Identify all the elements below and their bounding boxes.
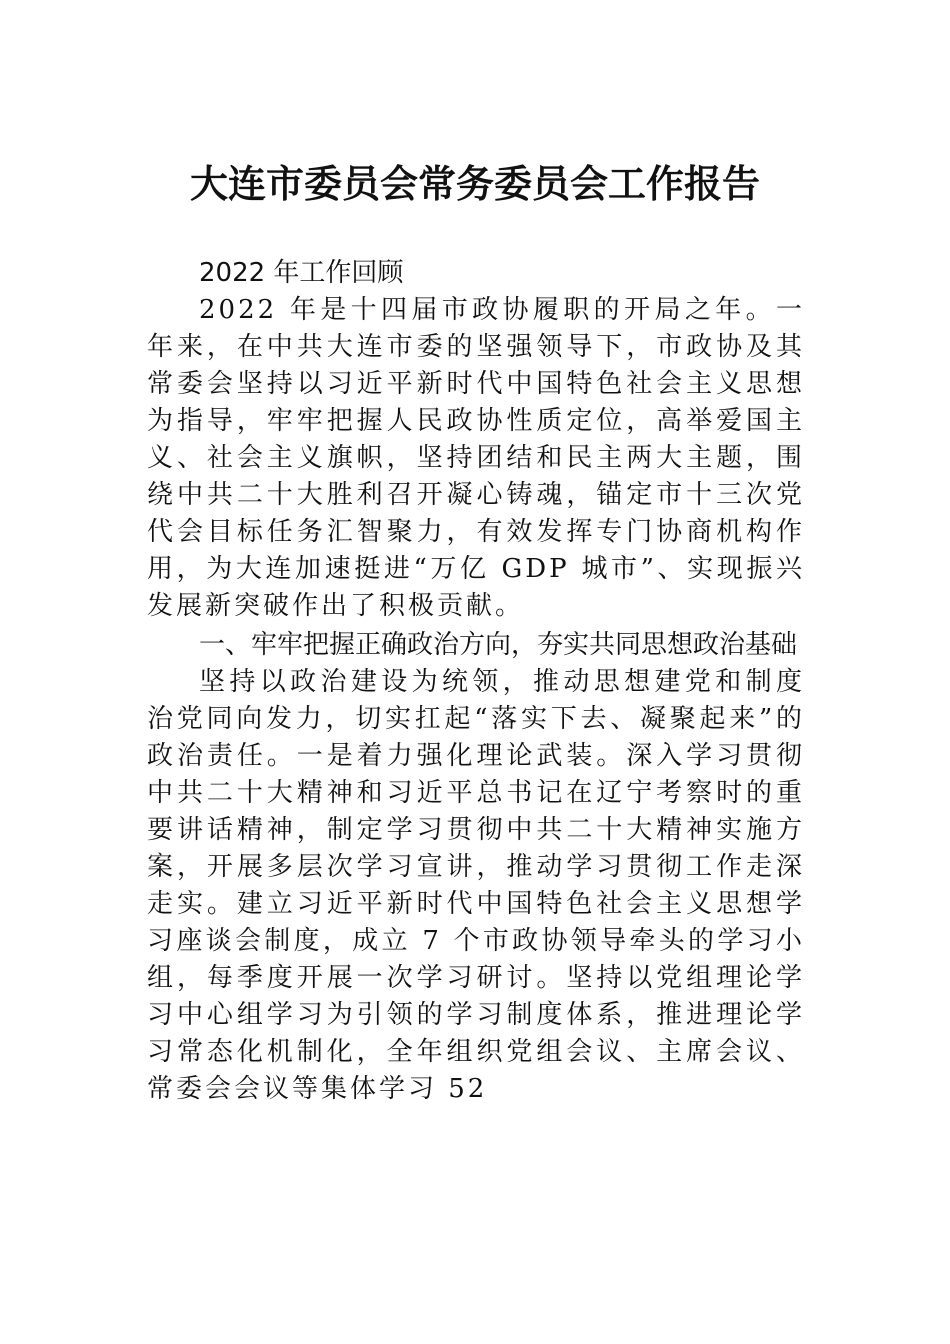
paragraph-intro: 2022 年是十四届市政协履职的开局之年。一年来，在中共大连市委的坚强领导下，市政协及其常委会坚持以习近平新时代中国特色社会主义思想为指导，牢牢把握人民政协性质定位，高举爱国主义、社会主义旗帜，坚持团结和民主两大主题，围绕中共二十大胜利召开凝心铸魂，锚定市十三次党代会目标任务汇智聚力，有效发挥专门协商机构作用，为大连加速挺进“万亿 GDP 城市”、实现振兴发展新突破作出了积极贡献。 (147, 295, 805, 621)
document-title: 大连市委员会常务委员会工作报告 (189, 161, 760, 206)
document-body (147, 255, 805, 1108)
paragraph-section-1: 坚持以政治建设为统领，推动思想建党和制度治党同向发力，切实扛起“落实下去、凝聚起来”的政治责任。一是着力强化理论武装。深入学习贯彻中共二十大精神和习近平总书记在辽宁考察时的重要讲话精神，制定学习贯彻中共二十大精神实施方案，开展多层次学习宣讲，推动学习贯彻工作走深走实。建立习近平新时代中国特色社会主义思想学习座谈会制度，成立 7 个市政协领导牵头的学习小组，每季度开展一次学习研讨。坚持以党组理论学习中心组学习为引领的学习制度体系，推进理论学习常态化机制化，全年组织党组会议、主席会议、常委会会议等集体学习 52 (147, 667, 805, 1104)
section-heading-1: 一、牢牢把握正确政治方向，夯实共同思想政治基础 (199, 630, 798, 660)
section-heading-review: 2022 年工作回顾 (199, 258, 404, 288)
